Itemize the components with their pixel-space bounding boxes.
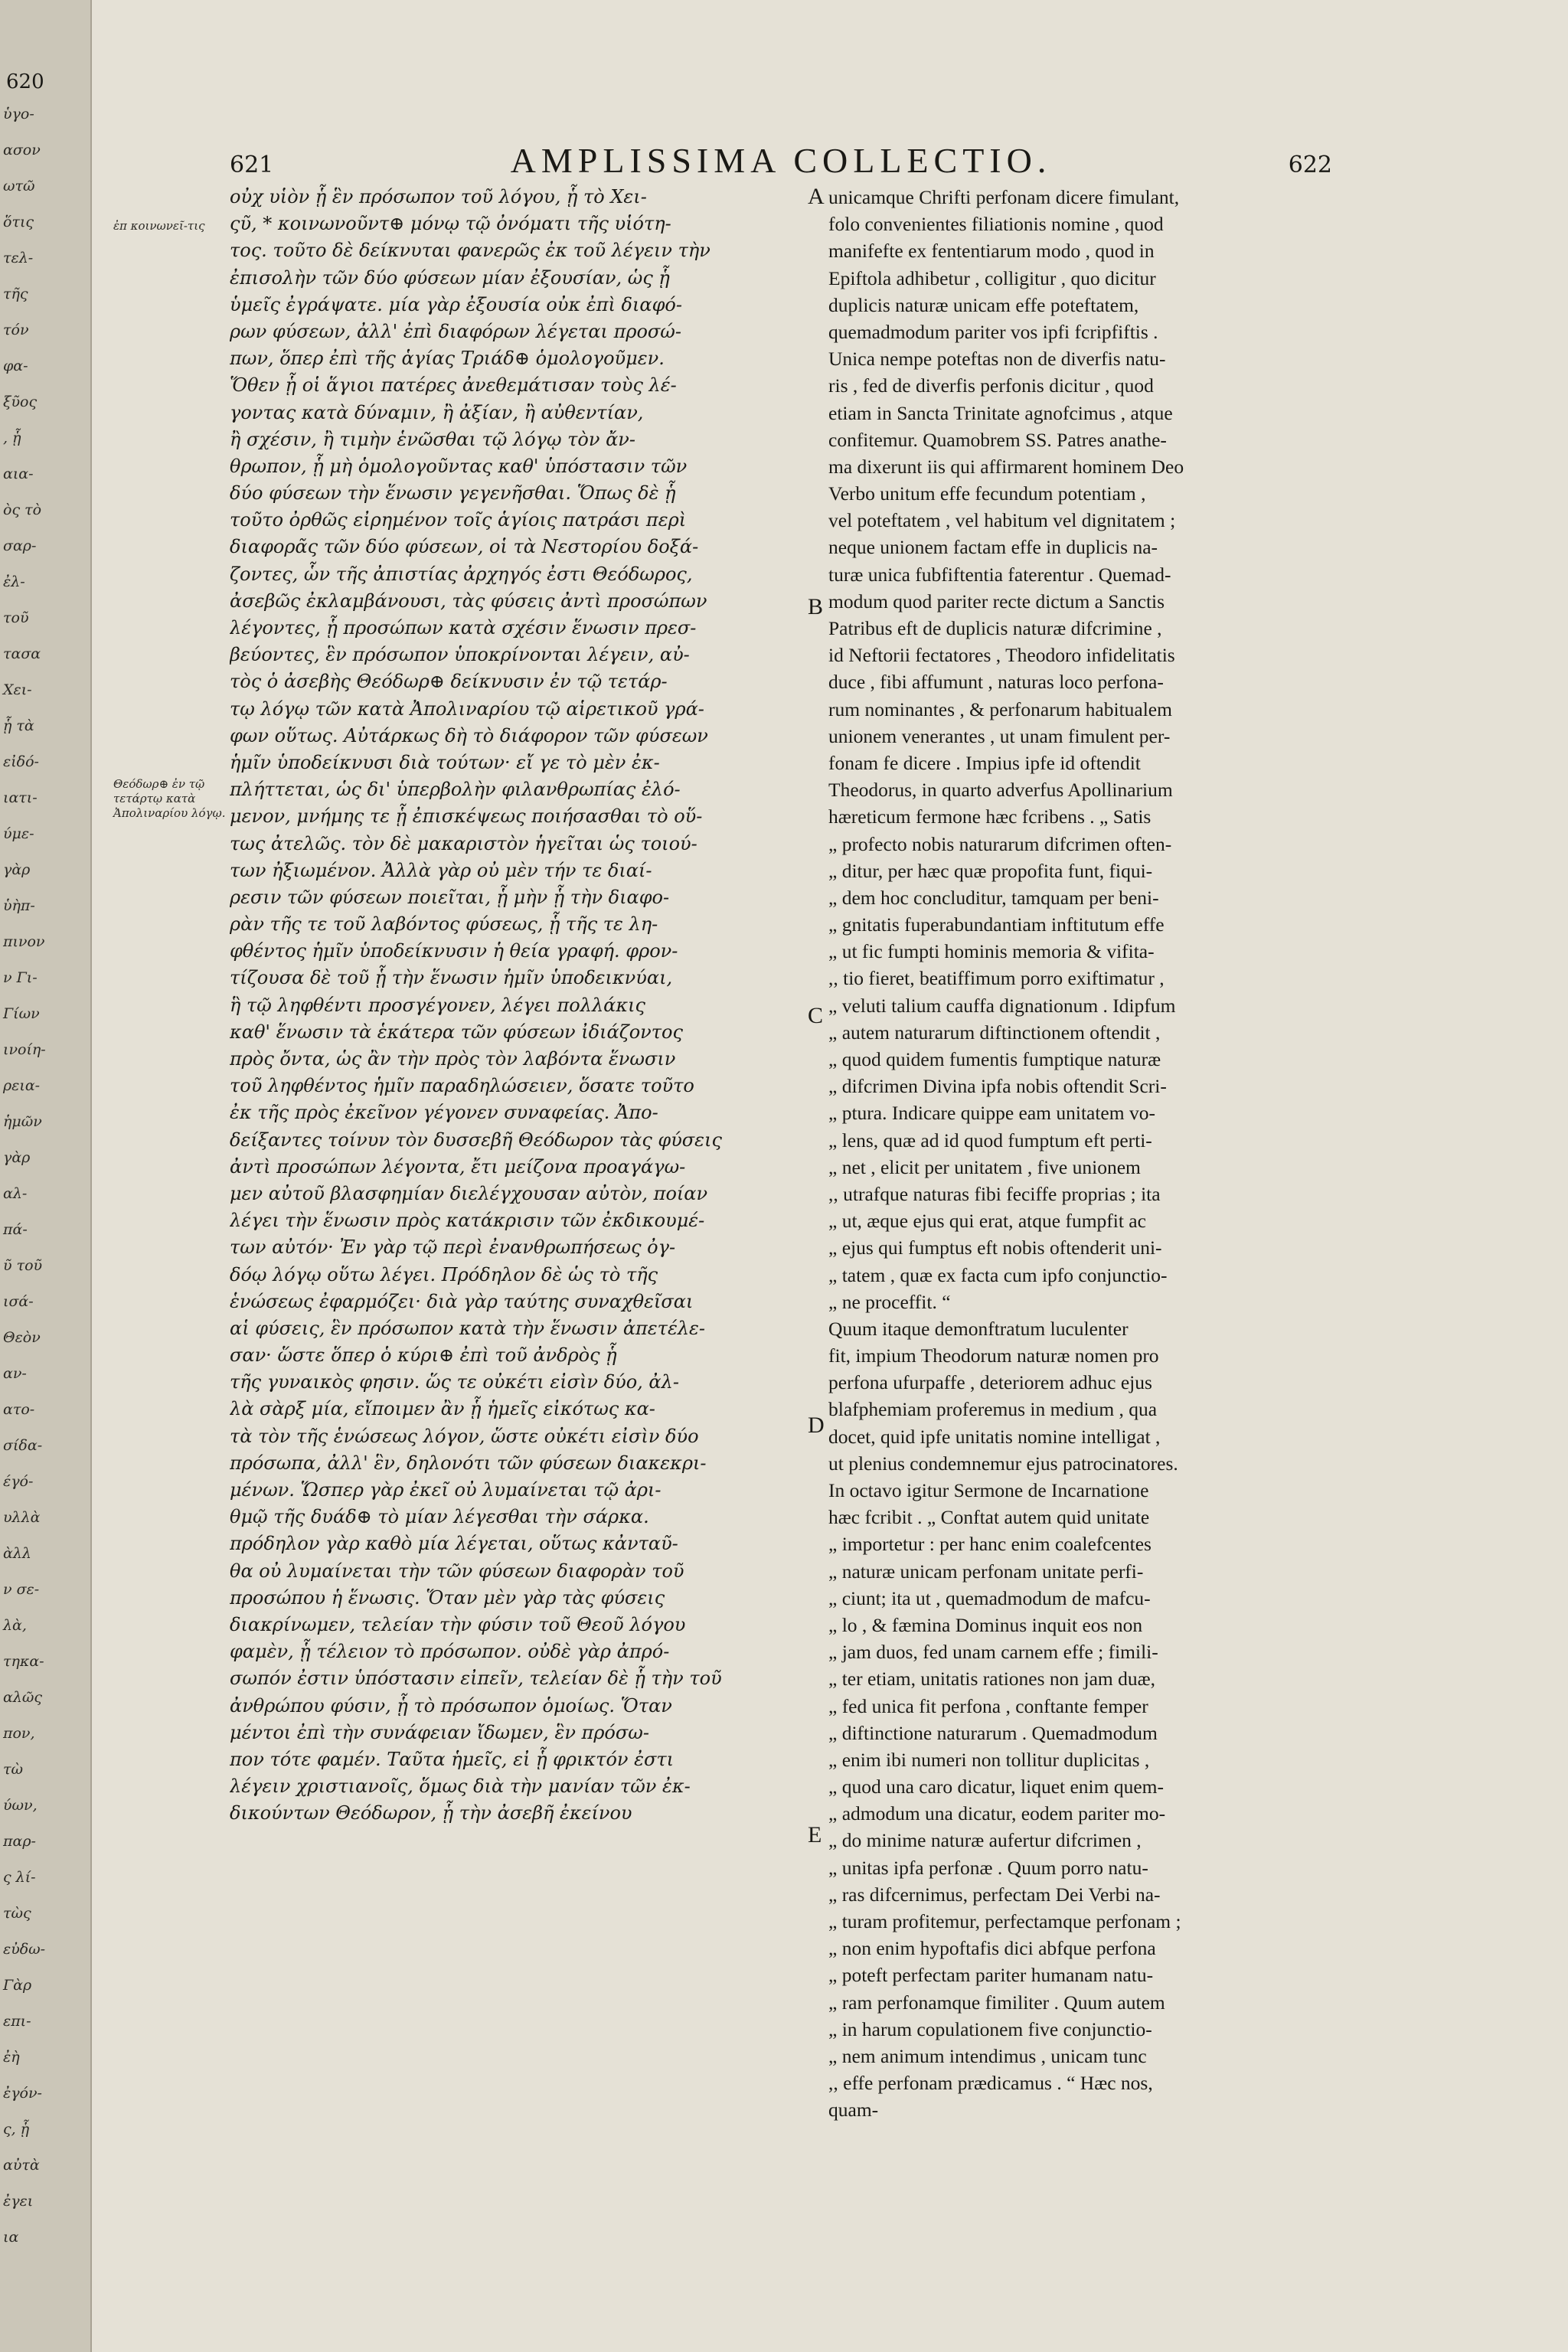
text-line: ,, effe perfonam prædicamus . “ Hæc nos, — [828, 2072, 1153, 2095]
facing-fragment: τὼ — [3, 1761, 24, 1778]
text-line: ἐκ τῆς πρὸς ἐκεῖνον γέγονεν συναφείας. Ἀπο- — [230, 1102, 658, 1124]
text-line: των ἠξιωμένον. Ἀλλὰ γὰρ οὐ μὲν τήν τε διαί- — [230, 859, 652, 881]
text-line: „ veluti talium cauffa dignationum . Idipfum — [828, 994, 1176, 1017]
facing-fragment: τοῦ — [3, 609, 29, 626]
facing-fragment: Θεὸν — [3, 1329, 41, 1346]
text-line: „ profecto nobis naturarum difcrimen often- — [828, 832, 1172, 855]
text-line: λὰ σὰρξ μία, εἴποιμεν ἂν ᾗ ἡμεῖς εἰκότως κα- — [230, 1398, 655, 1420]
running-title: AMPLISSIMA COLLECTIO. — [510, 141, 1052, 180]
text-line: folo convenientes filiationis nomine , quod — [828, 213, 1164, 236]
latin-text-column — [828, 184, 1340, 2124]
facing-fragment: τὼς — [3, 1905, 31, 1922]
text-line: etiam in Sancta Trinitate agnofcimus , atque — [828, 401, 1173, 424]
text-line: „ ras difcernimus, perfectam Dei Verbi na- — [828, 1883, 1161, 1906]
text-line: quam- — [828, 2099, 879, 2122]
text-line: „ do minime naturæ aufertur difcrimen , — [828, 1829, 1142, 1852]
text-line: διακρίνωμεν, τελείαν τὴν φύσιν τοῦ Θεοῦ λόγου — [230, 1613, 686, 1635]
facing-fragment: σαρ- — [3, 537, 37, 554]
text-line: μένων. Ὥσπερ γὰρ ἐκεῖ οὐ λυμαίνεται τῷ ἀρι- — [230, 1479, 662, 1501]
facing-fragment: τῆς — [3, 286, 28, 302]
section-marker: A — [808, 184, 825, 209]
facing-fragment: ύμε- — [3, 825, 34, 842]
text-line: λέγειν χριστιανοῖς, ὅμως διὰ τὴν μανίαν τῶν ἐκ- — [230, 1775, 691, 1798]
facing-fragment: ὸς τὸ — [3, 501, 42, 518]
text-line: modum quod pariter recte dictum a Sanctis — [828, 590, 1165, 612]
text-line: τοῦτο ὀρθῶς εἰρημένον τοῖς ἁγίοις πατράσι περὶ — [230, 509, 687, 531]
text-line: unicamque Chrifti perfonam dicere fimulant, — [828, 186, 1180, 208]
text-line: „ nem animum intendimus , unicam tunc — [828, 2044, 1147, 2067]
facing-fragment: τηκα- — [3, 1653, 44, 1670]
text-line: „ ejus qui fumptus eft nobis oftenderit uni- — [828, 1236, 1162, 1259]
text-line: δόῳ λόγῳ οὕτω λέγει. Πρόδηλον δὲ ὡς τὸ τῆς — [230, 1263, 658, 1285]
text-line: rum nominantes , & perfonarum habitualem — [828, 697, 1172, 720]
text-line: „ ram perfonamque fimiliter . Quum autem — [828, 1991, 1165, 2014]
text-line: σαν· ὥστε ὅπερ ὁ κύρι⊕ ἐπὶ τοῦ ἀνδρὸς ᾗ — [230, 1344, 617, 1367]
text-line: „ quod quidem fumentis fumptique naturæ — [828, 1048, 1161, 1070]
text-line: τῳ λόγῳ τῶν κατὰ Ἀπολιναρίου τῷ αἱρετικοῦ γρά- — [230, 697, 704, 720]
text-line: Ὅθεν ᾗ οἱ ἅγιοι πατέρες ἀνεθεμάτισαν τοὺς λέ- — [230, 374, 677, 397]
text-line: ma dixerunt iis qui affirmarent hominem Deo — [828, 455, 1184, 478]
text-line: „ fed unica fit perfona , conftante femper — [828, 1694, 1148, 1717]
margin-note: ἐπ κοινωνεῖ-τις — [113, 219, 205, 233]
section-marker: C — [808, 1003, 824, 1028]
text-line: id Neftorii fectatores , Theodoro infidelitatis — [828, 644, 1175, 667]
facing-fragment: ια — [3, 2229, 19, 2246]
text-line: πρόσωπα, ἀλλ' ἓν, δηλονότι τῶν φύσεων διακεκρι- — [230, 1452, 707, 1474]
text-line: φθέντος ἡμῖν ὑποδείκνυσιν ἡ θεία γραφή. φρον- — [230, 940, 678, 962]
facing-fragment: επι- — [3, 2013, 31, 2030]
text-line: προσώπου ἡ ἕνωσις. Ὅταν μὲν γὰρ τὰς φύσεις — [230, 1586, 665, 1609]
facing-fragment: ιατι- — [3, 789, 38, 806]
text-line: „ ptura. Indicare quippe eam unitatem vo- — [828, 1102, 1155, 1125]
text-line: ἣ τῷ ληφθέντι προσγέγονεν, λέγει πολλάκις — [230, 994, 645, 1016]
text-line: τως ἀτελῶς. τὸν δὲ μακαριστὸν ἡγεῖται ὡς τοιού- — [230, 832, 697, 854]
facing-fragment: ατο- — [3, 1401, 35, 1418]
text-line: τὰ τὸν τῆς ἑνώσεως λόγον, ὥστε οὐκέτι εἰσὶν δύο — [230, 1425, 699, 1447]
greek-text-column — [230, 184, 819, 1827]
text-line: duplicis naturæ unicam effe poteftatem, — [828, 293, 1139, 316]
facing-fragment: ὅτις — [3, 214, 34, 230]
facing-page-number: 620 — [6, 70, 44, 93]
facing-fragment: παρ- — [3, 1833, 36, 1850]
facing-fragment: τασα — [3, 645, 41, 662]
text-line: πλήττεται, ὡς δι' ὑπερβολὴν φιλανθρωπίας ἐλό- — [230, 779, 681, 801]
text-line: πων, ὅπερ ἐπὶ τῆς ἁγίας Τριάδ⊕ ὁμολογοῦμεν. — [230, 348, 665, 370]
section-marker: D — [808, 1413, 825, 1438]
text-line: blafphemiam proferemus in medium , qua — [828, 1398, 1158, 1421]
facing-fragment: Γίων — [3, 1005, 40, 1022]
text-line: ρων φύσεων, ἀλλ' ἐπὶ διαφόρων λέγεται προσώ- — [230, 320, 681, 342]
text-line: ρεσιν τῶν φύσεων ποιεῖται, ᾗ μὴν ᾗ τὴν διαφο- — [230, 886, 670, 908]
facing-fragment: εὐδω- — [3, 1941, 46, 1958]
text-line: „ difcrimen Divina ipfa nobis oftendit Scri- — [828, 1075, 1167, 1098]
facing-fragment: ὑὴπ- — [3, 897, 35, 914]
facing-fragment: σίδα- — [3, 1437, 43, 1454]
facing-fragment: ασον — [3, 142, 41, 158]
text-line: „ non enim hypoftafis dici abfque perfona — [828, 1937, 1156, 1960]
text-line: ἢ σχέσιν, ἢ τιμὴν ἑνῶσθαι τῷ λόγῳ τὸν ἄν- — [230, 428, 635, 450]
text-line: θμῷ τῆς δυάδ⊕ τὸ μίαν λέγεσθαι τὴν σάρκα. — [230, 1506, 649, 1528]
text-line: confitemur. Quamobrem SS. Patres anathe- — [828, 428, 1167, 451]
text-line: „ tatem , quæ ex facta cum ipfo conjunctio- — [828, 1263, 1168, 1286]
text-line: „ ne proceffit. “ — [828, 1290, 951, 1313]
facing-fragment: πά- — [3, 1221, 28, 1238]
text-line: „ turam profitemur, perfectamque perfonam ; — [828, 1910, 1181, 1932]
facing-fragment: ς, ᾗ — [3, 2121, 30, 2138]
facing-fragment: ρεια- — [3, 1077, 41, 1094]
facing-fragment: Χει- — [3, 681, 32, 698]
facing-fragment: Γὰρ — [3, 1977, 32, 1994]
text-line: „ ut fic fumpti hominis memoria & vifita- — [828, 940, 1155, 963]
text-line: βεύοντες, ἓν πρόσωπον ὑποκρίνονται λέγειν, αὐ- — [230, 644, 690, 666]
text-line: „ lo , & fæmina Dominus inquit eos non — [828, 1613, 1143, 1636]
text-line: ut plenius condemnemur ejus patrocinatores. — [828, 1452, 1178, 1475]
facing-fragment: αλῶς — [3, 1689, 43, 1706]
text-line: πρὸς ὄντα, ὡς ἂν τὴν πρὸς τὸν λαβόντα ἕνωσιν — [230, 1048, 676, 1070]
text-line: docet, quid ipfe unitatis nomine intelligat , — [828, 1425, 1161, 1448]
facing-fragment: υλλὰ — [3, 1509, 41, 1526]
text-line: fonam fe dicere . Impius ipfe id oftendit — [828, 751, 1141, 774]
text-line: vel poteftatem , vel habitum vel dignitatem ; — [828, 509, 1176, 532]
text-line: μεν αὐτοῦ βλασφημίαν διελέγχουσαν αὐτὸν, ποίαν — [230, 1182, 708, 1204]
text-line: ἀνθρώπου φύσιν, ᾗ τὸ πρόσωπον ὁμοίως. Ὅταν — [230, 1694, 672, 1717]
facing-fragment: ᾗ τὰ — [3, 717, 34, 734]
text-line: τοῦ ληφθέντος ἡμῖν παραδηλώσειεν, ὅσατε τοῦτο — [230, 1075, 694, 1097]
text-line: „ enim ibi numeri non tollitur duplicitas , — [828, 1748, 1150, 1771]
text-line: φαμὲν, ᾗ τέλειον τὸ πρόσωπον. οὐδὲ γὰρ ἀπρό- — [230, 1641, 670, 1663]
margin-note: Θεόδωρ⊕ ἐν τῷ τετάρτῳ κατὰ Ἀπολιναρίου λόγῳ. — [113, 777, 226, 820]
facing-fragment: τελ- — [3, 250, 34, 266]
text-line: hæreticum fermone hæc fcribens . „ Satis — [828, 805, 1152, 828]
text-line: θα οὐ λυμαίνεται τὴν τῶν φύσεων διαφορὰν τοῦ — [230, 1560, 684, 1582]
text-line: μέντοι ἐπὶ τὴν συνάφειαν ἴδωμεν, ἓν πρόσω- — [230, 1721, 649, 1743]
text-line: „ ut, æque ejus qui erat, atque fumpfit ac — [828, 1210, 1146, 1233]
facing-fragment: έγό- — [3, 1473, 34, 1490]
text-line: λέγει τὴν ἕνωσιν πρὸς κατάκρισιν τῶν ἐκδικουμέ- — [230, 1210, 705, 1232]
facing-fragment: ινοίη- — [3, 1041, 46, 1058]
text-line: fit, impium Theodorum naturæ nomen pro — [828, 1344, 1159, 1367]
text-line: ,, tio fieret, beatiffimum porro exiftimatur , — [828, 967, 1165, 990]
text-line: γοντας κατὰ δύναμιν, ἢ ἀξίαν, ἢ αὐθεντίαν, — [230, 401, 644, 423]
left-page-number: 621 — [230, 152, 274, 178]
text-line: „ lens, quæ ad id quod fumptum eft perti- — [828, 1129, 1152, 1152]
facing-fragment: ύων, — [3, 1797, 38, 1814]
facing-fragment: γὰρ — [3, 861, 31, 878]
text-line: „ net , elicit per unitatem , five unionem — [828, 1155, 1141, 1178]
text-line: τίζουσα δὲ τοῦ ᾗ τὴν ἕνωσιν ἡμῖν ὑποδεικνύαι, — [230, 967, 673, 989]
facing-page-strip — [0, 0, 92, 2352]
text-line: „ dem hoc concluditur, tamquam per beni- — [828, 886, 1159, 909]
facing-fragment: ισά- — [3, 1293, 34, 1310]
text-line: „ jam duos, fed unam carnem effe ; fimili- — [828, 1641, 1158, 1664]
text-line: hæc fcribit . „ Conftat autem quid unitate — [828, 1506, 1150, 1529]
text-line: ὑμεῖς ἐγράψατε. μία γὰρ ἐξουσία οὐκ ἐπὶ διαφό- — [230, 293, 682, 315]
facing-fragment: ξῦος — [3, 394, 38, 410]
facing-fragment: αια- — [3, 466, 34, 482]
text-line: turæ unica fubfiftentia faterentur . Quemad- — [828, 563, 1171, 586]
right-page-number: 622 — [1288, 152, 1332, 178]
text-line: Epiftola adhibetur , colligitur , quo dicitur — [828, 266, 1156, 289]
text-line: Unica nempe poteftas non de diverfis natu- — [828, 348, 1166, 371]
text-line: In octavo igitur Sermone de Incarnatione — [828, 1479, 1149, 1501]
text-line: „ ter etiam, unitatis rationes non jam duæ, — [828, 1668, 1156, 1690]
facing-fragment: , ᾗ — [3, 430, 21, 446]
text-line: δύο φύσεων τὴν ἕνωσιν γεγενῆσθαι. Ὅπως δὲ ᾗ — [230, 482, 676, 505]
text-line: οὐχ υἱὸν ᾗ ἓν πρόσωπον τοῦ λόγου, ᾗ τὸ Χει- — [230, 186, 647, 207]
text-line: „ ditur, per hæc quæ propofita funt, fiqui- — [828, 859, 1153, 882]
text-line: ἑνώσεως ἐφαρμόζει· διὰ γὰρ ταύτης συναχθεῖσαι — [230, 1290, 694, 1312]
text-line: „ ciunt; ita ut , quemadmodum de mafcu- — [828, 1586, 1151, 1609]
text-line: „ diftinctione naturarum . Quemadmodum — [828, 1721, 1158, 1744]
text-line: „ autem naturarum diftinctionem oftendit , — [828, 1021, 1161, 1044]
text-line: „ in harum copulationem five conjunctio- — [828, 2017, 1152, 2040]
text-line: quemadmodum pariter vos ipfi fcripfiftis . — [828, 320, 1158, 343]
facing-fragment: αλ- — [3, 1185, 28, 1202]
text-line: manifefte ex fententiarum modo , quod in — [828, 240, 1155, 263]
text-line: „ quod una caro dicatur, liquet enim quem- — [828, 1775, 1164, 1798]
text-line: ris , fed de diverfis perfonis dicitur , quod — [828, 374, 1154, 397]
text-line: perfona ufurpaffe , deteriorem adhuc ejus — [828, 1371, 1152, 1394]
facing-fragment: εἰδό- — [3, 753, 39, 770]
text-line: τος. τοῦτο δὲ δείκνυται φανερῶς ἐκ τοῦ λέγειν τὴν — [230, 240, 710, 262]
text-line: duce , fibi affumunt , naturas loco perfona- — [828, 671, 1164, 694]
facing-fragment: φα- — [3, 358, 28, 374]
facing-fragment: ς λί- — [3, 1869, 36, 1886]
text-line: πον τότε φαμέν. Ταῦτα ἡμεῖς, εἰ ᾗ φρικτόν ἐστι — [230, 1748, 675, 1770]
facing-fragment: πινον — [3, 933, 45, 950]
text-line: neque unionem factam effe in duplicis na- — [828, 536, 1158, 559]
text-line: τὸς ὁ ἀσεβὴς Θεόδωρ⊕ δείκνυσιν ἐν τῷ τετάρ- — [230, 671, 668, 693]
facing-fragment: ὰλλ — [3, 1545, 31, 1562]
facing-fragment: πον, — [3, 1725, 35, 1742]
text-line: τῆς γυναικὸς φησιν. ὥς τε οὐκέτι εἰσὶν δύο, ἀλ- — [230, 1371, 679, 1393]
text-line: διαφορᾶς τῶν δύο φύσεων, οἱ τὰ Νεστορίου δοξά- — [230, 536, 699, 558]
facing-fragment: ὑγο- — [3, 106, 34, 122]
facing-fragment: ν Γι- — [3, 969, 38, 986]
text-line: φων οὕτως. Αὐτάρκως δὴ τὸ διάφορον τῶν φύσεων — [230, 724, 708, 746]
text-line: αἱ φύσεις, ἓν πρόσωπον κατὰ τὴν ἕνωσιν ἀπετέλε- — [230, 1317, 706, 1339]
section-marker: B — [808, 594, 824, 619]
facing-fragment: ωτῶ — [3, 178, 35, 194]
text-line: ζοντες, ὧν τῆς ἀπιστίας ἀρχηγός ἐστι Θεόδωρος, — [230, 563, 693, 585]
text-line: „ unitas ipfa perfonæ . Quum porro natu- — [828, 1856, 1148, 1879]
text-line: unionem venerantes , ut unam fimulent per- — [828, 724, 1171, 747]
facing-fragment: ν σε- — [3, 1581, 40, 1598]
facing-fragment: αὐτὰ — [3, 2157, 40, 2174]
text-line: ἐπισολὴν τῶν δύο φύσεων μίαν ἐξουσίαν, ὡς ᾗ — [230, 266, 670, 289]
facing-fragment: ῦ τοῦ — [3, 1257, 43, 1274]
text-line: „ naturæ unicam perfonam unitate perfi- — [828, 1560, 1144, 1583]
text-line: λέγοντες, ᾗ προσώπων κατὰ σχέσιν ἕνωσιν πρεσ- — [230, 617, 697, 639]
text-line: „ gnitatis fuperabundantiam inftitutum effe — [828, 913, 1165, 936]
text-line: μενον, μνήμης τε ᾗ ἐπισκέψεως ποιήσασθαι τὸ οὕ- — [230, 805, 703, 828]
text-line: σωπόν ἐστιν ὑπόστασιν εἰπεῖν, τελείαν δὲ ᾗ τὴν τοῦ — [230, 1668, 722, 1690]
facing-fragment: γὰρ — [3, 1149, 31, 1166]
facing-fragment: ἡμῶν — [3, 1113, 42, 1130]
text-line: ρὰν τῆς τε τοῦ λαβόντος φύσεως, ᾗ τῆς τε λη- — [230, 913, 658, 936]
running-header — [230, 140, 1332, 186]
text-line: δικούντων Θεόδωρον, ᾗ τὴν ἀσεβῆ ἐκείνου — [230, 1802, 632, 1824]
text-line: Theodorus, in quarto adverfus Apollinarium — [828, 779, 1173, 802]
text-line: „ importetur : per hanc enim coalefcentes — [828, 1533, 1152, 1556]
text-line: Quum itaque demonftratum luculenter — [828, 1317, 1129, 1340]
facing-fragment: ἐλ- — [3, 573, 25, 590]
text-line: δείξαντες τοίνυν τὸν δυσσεβῆ Θεόδωρον τὰς φύσεις — [230, 1129, 722, 1151]
text-line: ἡμῖν ὑποδείκνυσι διὰ τούτων· εἴ γε τὸ μὲν ἐκ- — [230, 751, 660, 773]
text-line: Patribus eft de duplicis naturæ difcrimine , — [828, 617, 1162, 639]
text-line: ,, utrafque naturas fibi feciffe proprias ; ita — [828, 1182, 1161, 1205]
text-line: ςῦ, * κοινωνοῦντ⊕ μόνῳ τῷ ὀνόματι τῆς υἱότη- — [230, 213, 671, 235]
text-line: θρωπον, ᾗ μὴ ὁμολογοῦντας καθ' ὑπόστασιν τῶν — [230, 455, 688, 477]
facing-fragment: τόν — [3, 322, 29, 338]
text-line: καθ' ἕνωσιν τὰ ἑκάτερα τῶν φύσεων ἰδιάζοντος — [230, 1021, 683, 1043]
text-line: ἀντὶ προσώπων λέγοντα, ἔτι μείζονα προαγάγω- — [230, 1155, 686, 1178]
text-line: Verbo unitum effe fecundum potentiam , — [828, 482, 1146, 505]
facing-fragment: ἐὴ — [3, 2049, 20, 2066]
text-line: πρόδηλον γὰρ καθὸ μία λέγεται, οὕτως κἀνταῦ- — [230, 1533, 678, 1555]
text-line: ἀσεβῶς ἐκλαμβάνουσι, τὰς φύσεις ἀντὶ προσώπων — [230, 590, 707, 612]
facing-fragment: αν- — [3, 1365, 27, 1382]
facing-fragment: ἐγόν- — [3, 2085, 42, 2102]
text-line: „ admodum una dicatur, eodem pariter mo- — [828, 1802, 1166, 1825]
facing-fragment: ἐγει — [3, 2193, 34, 2210]
section-marker: E — [808, 1822, 822, 1847]
text-line: των αὐτόν· Ἐν γὰρ τῷ περὶ ἐνανθρωπήσεως ὀγ- — [230, 1236, 676, 1259]
facing-fragment: λὰ, — [3, 1617, 27, 1634]
text-line: „ poteft perfectam pariter humanam natu- — [828, 1964, 1154, 1987]
